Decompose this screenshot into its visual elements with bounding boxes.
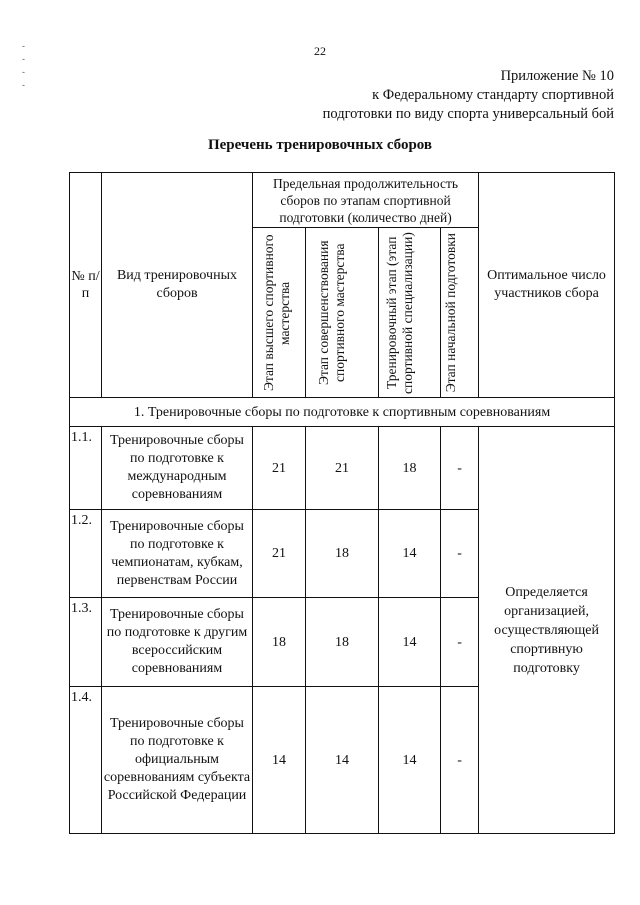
- appendix-line: к Федеральному стандарту спортивной: [372, 87, 614, 103]
- header-stage-improvement-text: Этап совершенствования спортивного мастерства: [316, 240, 347, 385]
- row-name: Тренировочные сборы по подготовке к международным соревнованиям: [102, 427, 253, 510]
- table-row: [70, 427, 615, 510]
- header-stage-improvement: [306, 228, 379, 398]
- page-number: 22: [314, 44, 326, 58]
- row-number-cell: [70, 427, 102, 510]
- header-participants: Оптимальное число участников сбора: [479, 173, 615, 398]
- margin-mark: -: [22, 41, 25, 51]
- value-initial: -: [441, 598, 479, 687]
- row-number: 1.4.: [71, 690, 92, 705]
- value-higher: 21: [253, 427, 306, 510]
- row-number-cell: [70, 510, 102, 598]
- value-higher: 18: [253, 598, 306, 687]
- appendix-header: [323, 67, 614, 124]
- header-stage-training: [379, 228, 441, 398]
- header-duration-group: Предельная продолжительность сборов по этапам спортивной подготовки (количество дней): [253, 173, 479, 228]
- value-training: 14: [379, 510, 441, 598]
- header-stage-initial: [441, 228, 479, 398]
- header-stage-higher-text: Этап высшего спортивного мастерства: [261, 234, 292, 391]
- row-name: Тренировочные сборы по подготовке к чемпионатам, кубкам, первенствам России: [102, 510, 253, 598]
- header-type: Вид тренировочных сборов: [102, 173, 253, 398]
- value-improvement: 18: [306, 510, 379, 598]
- margin-mark: -: [22, 67, 25, 77]
- row-number-cell: [70, 687, 102, 834]
- row-number: 1.1.: [71, 430, 92, 445]
- header-stage-training-text: Тренировочный этап (этап спортивной специализации): [383, 231, 415, 394]
- appendix-line: подготовки по виду спорта универсальный бой: [322, 106, 614, 122]
- training-camps-table: [69, 172, 615, 834]
- value-higher: 14: [253, 687, 306, 834]
- appendix-line: Приложение № 10: [500, 68, 614, 84]
- section-title: 1. Тренировочные сборы по подготовке к спортивным соревнованиям: [70, 398, 615, 427]
- row-number-cell: [70, 598, 102, 687]
- header-number: № п/п: [70, 173, 102, 398]
- value-training: 14: [379, 598, 441, 687]
- margin-mark: -: [22, 80, 25, 90]
- value-training: 14: [379, 687, 441, 834]
- header-stage-initial-text: Этап начальной подготовки: [442, 232, 458, 393]
- header-stage-higher: [253, 228, 306, 398]
- row-name: Тренировочные сборы по подготовке к другим всероссийским соревнованиям: [102, 598, 253, 687]
- margin-mark: -: [22, 54, 25, 64]
- value-improvement: 18: [306, 598, 379, 687]
- document-title: Перечень тренировочных сборов: [207, 137, 433, 153]
- participants-cell: Определяется организацией, осуществляющей спортивную подготовку: [479, 427, 615, 834]
- value-training: 18: [379, 427, 441, 510]
- value-initial: -: [441, 687, 479, 834]
- row-number: 1.3.: [71, 601, 92, 616]
- value-higher: 21: [253, 510, 306, 598]
- value-initial: -: [441, 510, 479, 598]
- row-name: Тренировочные сборы по подготовке к официальным соревнованиям субъекта Российской Федерации: [102, 687, 253, 834]
- row-number: 1.2.: [71, 513, 92, 528]
- value-improvement: 14: [306, 687, 379, 834]
- value-initial: -: [441, 427, 479, 510]
- value-improvement: 21: [306, 427, 379, 510]
